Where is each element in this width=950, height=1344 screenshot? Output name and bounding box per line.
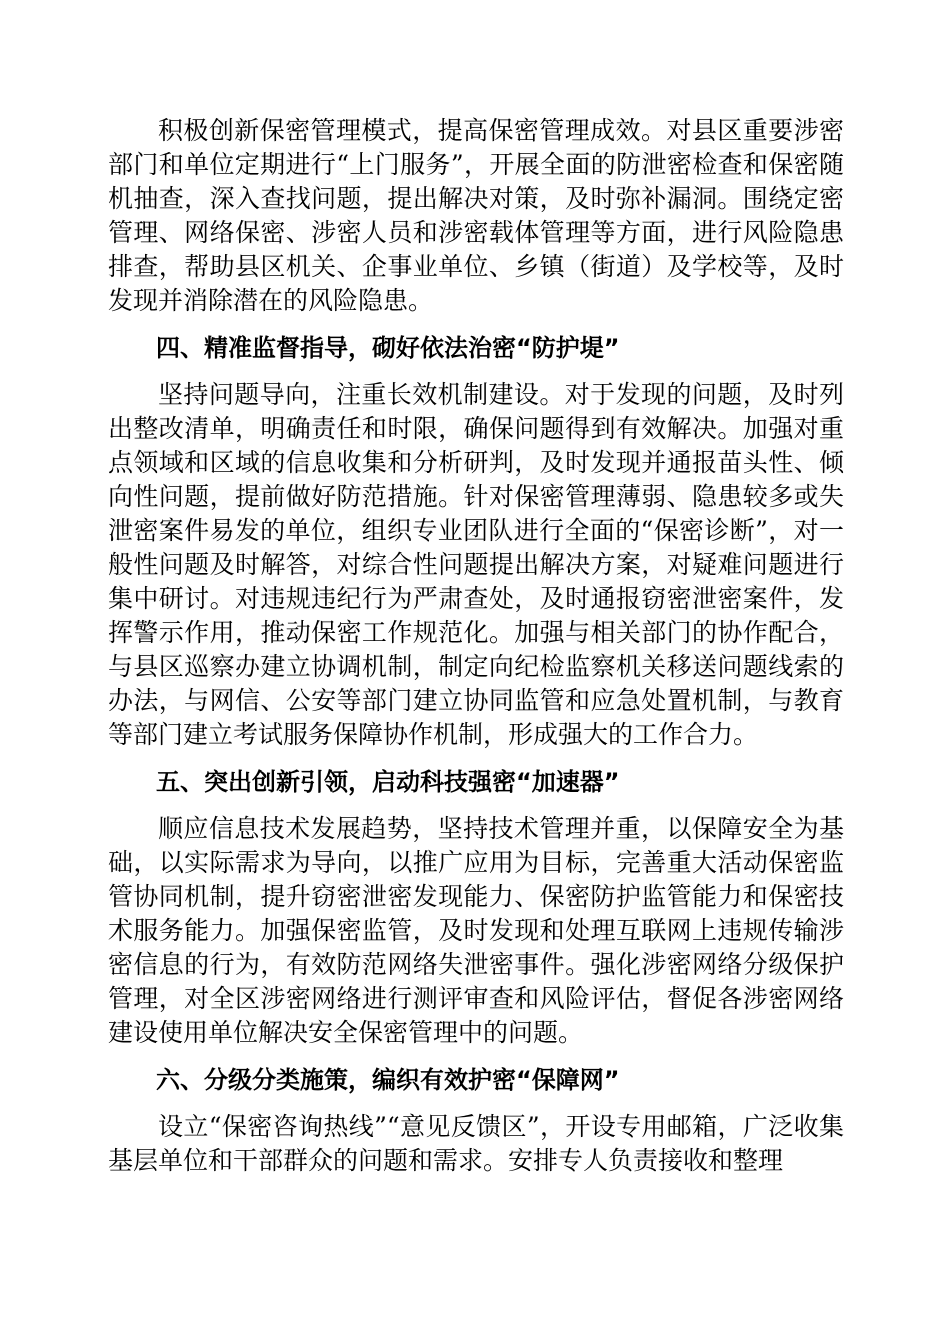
section-heading-6: 六、分级分类施策，编织有效护密“保障网”	[156, 1066, 620, 1094]
document-body	[108, 114, 844, 1178]
paragraph-supervision: 坚持问题导向，注重长效机制建设。对于发现的问题，及时列出整改清单，明确责任和时限，确保问题得到有效解决。加强对重点领域和区域的信息收集和分析研判，及时发现并通报苗头性、倾向性问题，提前做好防范措施。针对保密管理薄弱、隐患较多或失泄密案件易发的单位，组织专业团队进行全面的“保密诊断”，对一般性问题及时解答，对综合性问题提出解决方案，对疑难问题进行集中研讨。对违规违纪行为严肃查处，及时通报窃密泄密案件，发挥警示作用，推动保密工作规范化。加强与相关部门的协作配合，与县区巡察办建立协调机制，制定向纪检监察机关移送问题线索的办法，与网信、公安等部门建立协同监管和应急处置机制，与教育等部门建立考试服务保障协作机制，形成强大的工作合力。	[108, 380, 844, 749]
section-heading-4: 四、精准监督指导，砌好依法治密“防护堤”	[156, 334, 620, 362]
section-heading-5: 五、突出创新引领，启动科技强密“加速器”	[156, 768, 620, 796]
paragraph-technology: 顺应信息技术发展趋势，坚持技术管理并重，以保障安全为基础，以实际需求为导向，以推广应用为目标，完善重大活动保密监管协同机制，提升窃密泄密发现能力、保密防护监管能力和保密技术服务能力。加强保密监管，及时发现和处理互联网上违规传输涉密信息的行为，有效防范网络失泄密事件。强化涉密网络分级保护管理，对全区涉密网络进行测评审查和风险评估，督促各涉密网络建设使用单位解决安全保密管理中的问题。	[108, 814, 844, 1047]
paragraph-hotline: 设立“保密咨询热线”“意见反馈区”，开设专用邮箱，广泛收集基层单位和干部群众的问题和需求。安排专人负责接收和整理	[108, 1112, 844, 1175]
paragraph-risk-inspection: 积极创新保密管理模式，提高保密管理成效。对县区重要涉密部门和单位定期进行“上门服务”，开展全面的防泄密检查和保密随机抽查，深入查找问题，提出解决对策，及时弥补漏洞。围绕定密管理、网络保密、涉密人员和涉密载体管理等方面，进行风险隐患排查，帮助县区机关、企事业单位、乡镇（街道）及学校等，及时发现并消除潜在的风险隐患。	[108, 116, 844, 315]
